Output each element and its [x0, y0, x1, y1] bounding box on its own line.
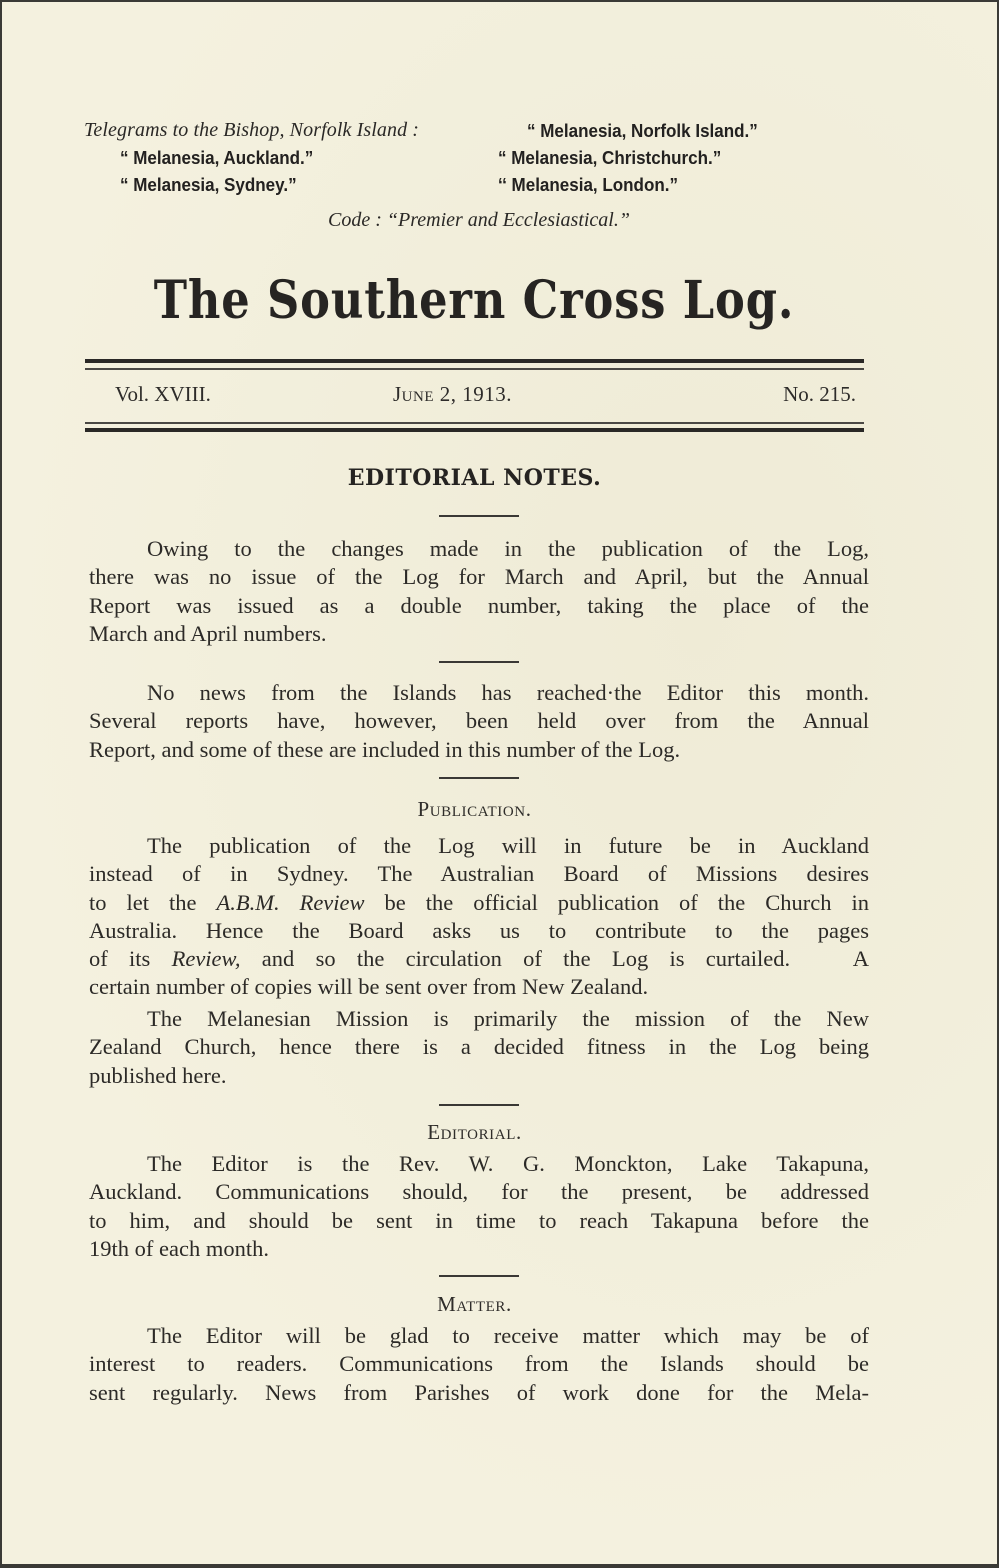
- divider-rule: [439, 777, 519, 779]
- paragraph-line: Owing to the changes made in the publication of the Log,: [147, 536, 869, 561]
- telegram-address-sydney: “ Melanesia, Sydney.”: [120, 174, 297, 195]
- issue-rule-thin-bottom: [85, 422, 864, 424]
- telegram-code-label: Code :: [327, 209, 382, 231]
- telegram-address-auckland: “ Melanesia, Auckland.”: [120, 147, 314, 168]
- paragraph-line: Zealand Church, hence there is a decided fitness in the Log being: [89, 1034, 869, 1060]
- divider-rule: [439, 515, 519, 517]
- telegram-address-christchurch: “ Melanesia, Christchurch.”: [498, 147, 722, 168]
- paragraph-line: The Editor will be glad to receive matter which may be of: [147, 1323, 869, 1348]
- issue-volume: Vol. XVIII.: [115, 382, 211, 406]
- issue-date: June 2, 1913.: [393, 382, 512, 406]
- telegram-addresses: [84, 117, 874, 231]
- section-heading-matter: Matter.: [437, 1292, 512, 1316]
- telegram-code-line: [84, 207, 874, 234]
- paragraph-line: published here.: [89, 1062, 227, 1088]
- telegram-row-3: [84, 171, 874, 198]
- section-heading-publication: Publication.: [417, 797, 532, 821]
- issue-rule-thick-bottom: [85, 428, 864, 432]
- telegram-address-london: ‘‘ Melanesia, London.”: [498, 174, 679, 195]
- paragraph-line: March and April numbers.: [89, 620, 327, 646]
- telegram-row-2: [84, 144, 874, 171]
- abm-review-reference: A.B.M. Review: [216, 889, 365, 915]
- document-page: [2, 2, 997, 1564]
- section-heading-editorial: Editorial.: [427, 1120, 522, 1144]
- paragraph-intro-2: [89, 679, 869, 764]
- paragraph-line: interest to readers. Communications from the Islands should be: [89, 1351, 869, 1377]
- paragraph-line: The Editor is the Rev. W. G. Monckton, Lake Takapuna,: [147, 1151, 869, 1176]
- telegram-address-norfolk: “ Melanesia, Norfolk Island.”: [527, 120, 758, 141]
- paragraph-matter-1: [89, 1322, 869, 1407]
- divider-rule: [439, 1275, 519, 1277]
- paragraph-line: of its Review, and so the circulation of the Log is curtailed. A: [89, 946, 869, 972]
- paragraph-line: Auckland. Communications should, for the present, be addressed: [89, 1179, 869, 1205]
- paragraph-publication-2: [89, 1005, 869, 1090]
- paragraph-line: instead of in Sydney. The Australian Board of Missions desires: [89, 861, 869, 887]
- paragraph-intro-1: [89, 535, 869, 648]
- paragraph-line: Australia. Hence the Board asks us to contribute to the pages: [89, 917, 869, 943]
- review-reference: Review,: [171, 946, 241, 972]
- paragraph-line: Report was issued as a double number, taking the place of the: [89, 592, 869, 618]
- paragraph-line: certain number of copies will be sent over from New Zealand.: [89, 974, 649, 1000]
- paragraph-line: Report, and some of these are included in this number of the Log.: [89, 736, 681, 762]
- paragraph-line: The Melanesian Mission is primarily the mission of the New: [147, 1006, 869, 1031]
- paragraph-line: Several reports have, however, been held over from the Annual: [89, 708, 869, 734]
- paragraph-line: to him, and should be sent in time to reach Takapuna before the: [89, 1207, 869, 1233]
- masthead-rule-thin-top: [85, 368, 864, 370]
- masthead-title: The Southern Cross Log.: [153, 270, 795, 331]
- paragraph-editorial-1: [89, 1150, 869, 1263]
- paragraph-line: The publication of the Log will in future be in Auckland: [147, 833, 869, 858]
- paragraph-line: to let the A.B.M. Review be the official publication of the Church in: [89, 889, 869, 915]
- divider-rule: [439, 1104, 519, 1106]
- issue-number: No. 215.: [783, 382, 856, 406]
- telegram-row-1: [84, 117, 874, 144]
- paragraph-line: sent regularly. News from Parishes of work done for the Mela-: [89, 1379, 869, 1405]
- telegram-intro: Telegrams to the Bishop, Norfolk Island :: [84, 119, 420, 141]
- paragraph-line: No news from the Islands has reached·the Editor this month.: [147, 680, 869, 705]
- paragraph-publication-1: [89, 832, 869, 1002]
- divider-rule: [439, 661, 519, 663]
- paragraph-line: there was no issue of the Log for March and April, but the Annual: [89, 564, 869, 590]
- article-title: EDITORIAL NOTES.: [347, 465, 602, 491]
- issue-info-line: [85, 382, 864, 412]
- telegram-code-value: “Premier and Ecclesiastical.”: [386, 209, 630, 231]
- masthead-rule-thick-top: [85, 359, 864, 363]
- paragraph-line: 19th of each month.: [89, 1235, 269, 1261]
